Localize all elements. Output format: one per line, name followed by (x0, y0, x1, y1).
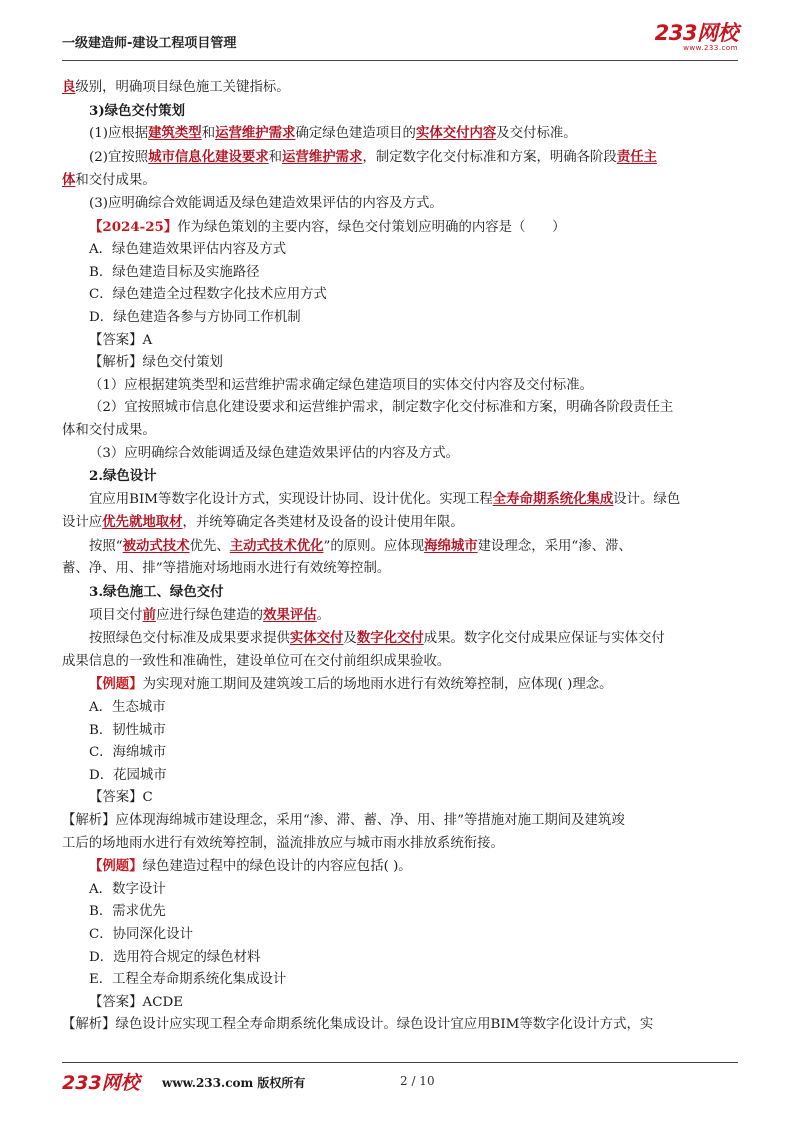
option: E．工程全寿命期系统化集成设计 (89, 972, 287, 988)
paragraph: 按照绿色交付标准及成果要求提供实体交付及数字化交付成果。数字化交付成果应保证与实体交付 (89, 630, 665, 647)
section-heading: 3)绿色交付策划 (89, 102, 185, 119)
section-heading: 2.绿色设计 (89, 468, 157, 485)
section-heading: 3.绿色施工、绿色交付 (89, 584, 224, 601)
paragraph: 蓄、净、用、排”等措施对场地雨水进行有效统筹控制。 (62, 561, 391, 577)
option: D．绿色建造各参与方协同工作机制 (89, 309, 301, 325)
option: B．韧性城市 (89, 722, 166, 738)
explanation: （1）应根据建筑类型和运营维护需求确定绿色建造项目的实体交付内容及交付标准。 (89, 377, 593, 393)
footer-logo: 233网校 (62, 1072, 140, 1094)
page-footer (62, 1068, 738, 1098)
paragraph: 按照“被动式技术优先、主动式技术优化”的原则。应体现海绵城市建设理念，采用“渗、滞、 (89, 537, 632, 554)
paragraph: (2)宜按照城市信息化建设要求和运营维护需求，制定数字化交付标准和方案，明确各阶段责任主 (89, 148, 657, 165)
option: B．需求优先 (89, 904, 166, 920)
paragraph: 项目交付前应进行绿色建造的效果评估。 (89, 606, 331, 623)
footer-divider (62, 1062, 738, 1063)
explanation: 工后的场地雨水进行有效统筹控制，溢流排放应与城市雨水排放系统衔接。 (62, 835, 504, 851)
paragraph: (1)应根据建筑类型和运营维护需求确定绿色建造项目的实体交付内容及交付标准。 (89, 125, 577, 142)
option: C．绿色建造全过程数字化技术应用方式 (89, 287, 327, 303)
header-divider (62, 60, 738, 61)
page-header (62, 18, 738, 60)
logo-text: 233网校 (654, 21, 738, 45)
option: A．生态城市 (89, 700, 166, 716)
logo-url: www.233.com (683, 44, 738, 52)
option: D．选用符合规定的绿色材料 (89, 949, 261, 965)
answer: 【答案】A (89, 332, 153, 348)
explanation: 体和交付成果。 (62, 422, 156, 438)
option: A．数字设计 (89, 881, 166, 897)
option: B．绿色建造目标及实施路径 (89, 264, 260, 280)
explanation: 【解析】绿色设计应实现工程全寿命期系统化集成设计。绿色设计宜应用BIM等数字化设计方式，实 (62, 1017, 654, 1033)
paragraph: 良级别，明确项目绿色施工关键指标。 (62, 79, 290, 95)
option: A．绿色建造效果评估内容及方式 (89, 242, 287, 258)
document-body (62, 76, 738, 1037)
answer: 【答案】C (89, 790, 153, 806)
option: C．海绵城市 (89, 745, 167, 761)
question-stem: 【例题】为实现对施工期间及建筑竣工后的场地雨水进行有效统筹控制，应体现( )理念。 (89, 676, 613, 693)
paragraph: (3)应明确综合效能调适及绿色建造效果评估的内容及方式。 (89, 195, 443, 211)
question-stem: 【例题】绿色建造过程中的绿色设计的内容应包括( )。 (89, 858, 412, 875)
header-logo (655, 22, 738, 52)
paragraph: 宜应用BIM等数字化设计方式，实现设计协同、设计优化。实现工程全寿命期系统化集成设计。绿色 (89, 490, 681, 507)
page-number: 2 / 10 (400, 1074, 435, 1088)
question-stem: 【2024-25】作为绿色策划的主要内容，绿色交付策划应明确的内容是（ ） (89, 218, 566, 235)
paragraph: 体和交付成果。 (62, 172, 156, 189)
paragraph: 成果信息的一致性和准确性，建设单位可在交付前组织成果验收。 (62, 653, 451, 669)
option: C．协同深化设计 (89, 926, 193, 942)
answer: 【答案】ACDE (89, 994, 183, 1010)
explanation: 【解析】应体现海绵城市建设理念，采用“渗、滞、蓄、净、用、排”等措施对施工期间及建筑竣 (62, 813, 625, 828)
paragraph: 设计应优先就地取材，并统筹确定各类建材及设备的设计使用年限。 (62, 514, 464, 531)
option: D．花园城市 (89, 767, 167, 783)
explanation: 【解析】绿色交付策划 (89, 355, 223, 371)
header-title: 一级建造师-建设工程项目管理 (62, 36, 237, 51)
explanation: （3）应明确综合效能调适及绿色建造效果评估的内容及方式。 (89, 445, 460, 461)
explanation: （2）宜按照城市信息化建设要求和运营维护需求，制定数字化交付标准和方案，明确各阶段责任主 (89, 400, 674, 416)
copyright-text: www.233.com 版权所有 (162, 1076, 306, 1090)
